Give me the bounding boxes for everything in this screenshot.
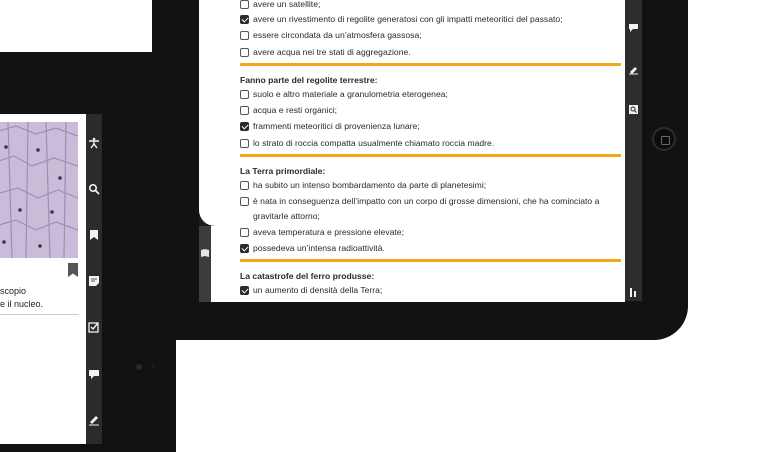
- quiz-option[interactable]: [240, 103, 620, 118]
- microscope-image: [0, 122, 78, 258]
- option-label: acqua e resti organici;: [253, 105, 338, 115]
- book-icon[interactable]: [200, 248, 210, 258]
- quiz-option[interactable]: [240, 87, 620, 102]
- question-separator: [240, 154, 621, 157]
- checkbox[interactable]: [240, 0, 249, 9]
- option-label: avere un rivestimento di regolite generatosi con gli impatti meteoritici del passato;: [253, 14, 563, 24]
- note-icon[interactable]: [88, 275, 100, 287]
- front-sensor: [152, 365, 155, 368]
- checkbox-checked[interactable]: [240, 244, 249, 253]
- checkbox-checked[interactable]: [240, 286, 249, 295]
- option-label: avere acqua nei tre stati di aggregazione.: [253, 47, 411, 57]
- option-label: è nata in conseguenza dell’impatto con un corpo di grosse dimensioni, che ha cominciato a gravitarle attorno;: [253, 196, 600, 221]
- option-label: possedeva un’intensa radioattività.: [253, 243, 385, 253]
- caption-line: e il nucleo.: [0, 299, 44, 309]
- question-title: La catastrofe del ferro produsse:: [240, 271, 375, 281]
- divider: [0, 314, 79, 315]
- checkbox-checked[interactable]: [240, 15, 249, 24]
- checkbox[interactable]: [240, 181, 249, 190]
- option-label: avere un satellite;: [253, 0, 321, 9]
- comment-icon[interactable]: [628, 22, 639, 33]
- left-panel-strip: [199, 226, 211, 302]
- home-button-icon: [661, 136, 670, 145]
- bookmark-icon[interactable]: [88, 229, 100, 241]
- option-label: aveva temperatura e pressione elevate;: [253, 227, 404, 237]
- checkbox[interactable]: [240, 197, 249, 206]
- checklist-icon[interactable]: [88, 321, 100, 333]
- quiz-option[interactable]: [240, 194, 620, 224]
- quiz-option[interactable]: [240, 0, 620, 12]
- highlighter-icon[interactable]: [628, 64, 639, 75]
- home-button[interactable]: [652, 127, 676, 151]
- question-separator: [240, 63, 621, 66]
- checkbox[interactable]: [240, 228, 249, 237]
- quiz-option[interactable]: [240, 178, 620, 193]
- quiz-option[interactable]: [240, 283, 620, 298]
- quiz-option[interactable]: [240, 28, 620, 43]
- checkbox[interactable]: [240, 31, 249, 40]
- comment-icon[interactable]: [88, 368, 100, 380]
- question-title: La Terra primordiale:: [240, 166, 326, 176]
- highlighter-icon[interactable]: [88, 414, 100, 426]
- quiz-option[interactable]: [240, 119, 620, 134]
- text-size-icon[interactable]: [628, 287, 639, 298]
- accessibility-icon[interactable]: [88, 137, 100, 149]
- checkbox[interactable]: [240, 139, 249, 148]
- quiz-option[interactable]: [240, 225, 620, 240]
- option-label: essere circondata da un’atmosfera gassosa;: [253, 30, 422, 40]
- search-icon[interactable]: [88, 183, 100, 195]
- question-separator: [240, 259, 621, 262]
- question-title: Fanno parte del regolite terrestre:: [240, 75, 378, 85]
- quiz-option[interactable]: [240, 12, 620, 27]
- back-right-toolbar: [625, 0, 642, 301]
- search-doc-icon[interactable]: [628, 104, 639, 115]
- option-label: suolo e altro materiale a granulometria eterogenea;: [253, 89, 448, 99]
- front-camera: [136, 364, 142, 370]
- checkbox[interactable]: [240, 90, 249, 99]
- option-label: frammenti meteoritici di provenienza lunare;: [253, 121, 420, 131]
- option-label: lo strato di roccia compatta usualmente chiamato roccia madre.: [253, 138, 495, 148]
- checkbox-checked[interactable]: [240, 122, 249, 131]
- option-label: un aumento di densità della Terra;: [253, 285, 383, 295]
- caption-line: scopio: [0, 286, 27, 296]
- quiz-option[interactable]: [240, 136, 620, 151]
- checkbox[interactable]: [240, 48, 249, 57]
- checkbox[interactable]: [240, 106, 249, 115]
- option-label: ha subito un intenso bombardamento da parte di planetesimi;: [253, 180, 487, 190]
- quiz-option[interactable]: [240, 45, 620, 60]
- quiz-option[interactable]: [240, 241, 620, 256]
